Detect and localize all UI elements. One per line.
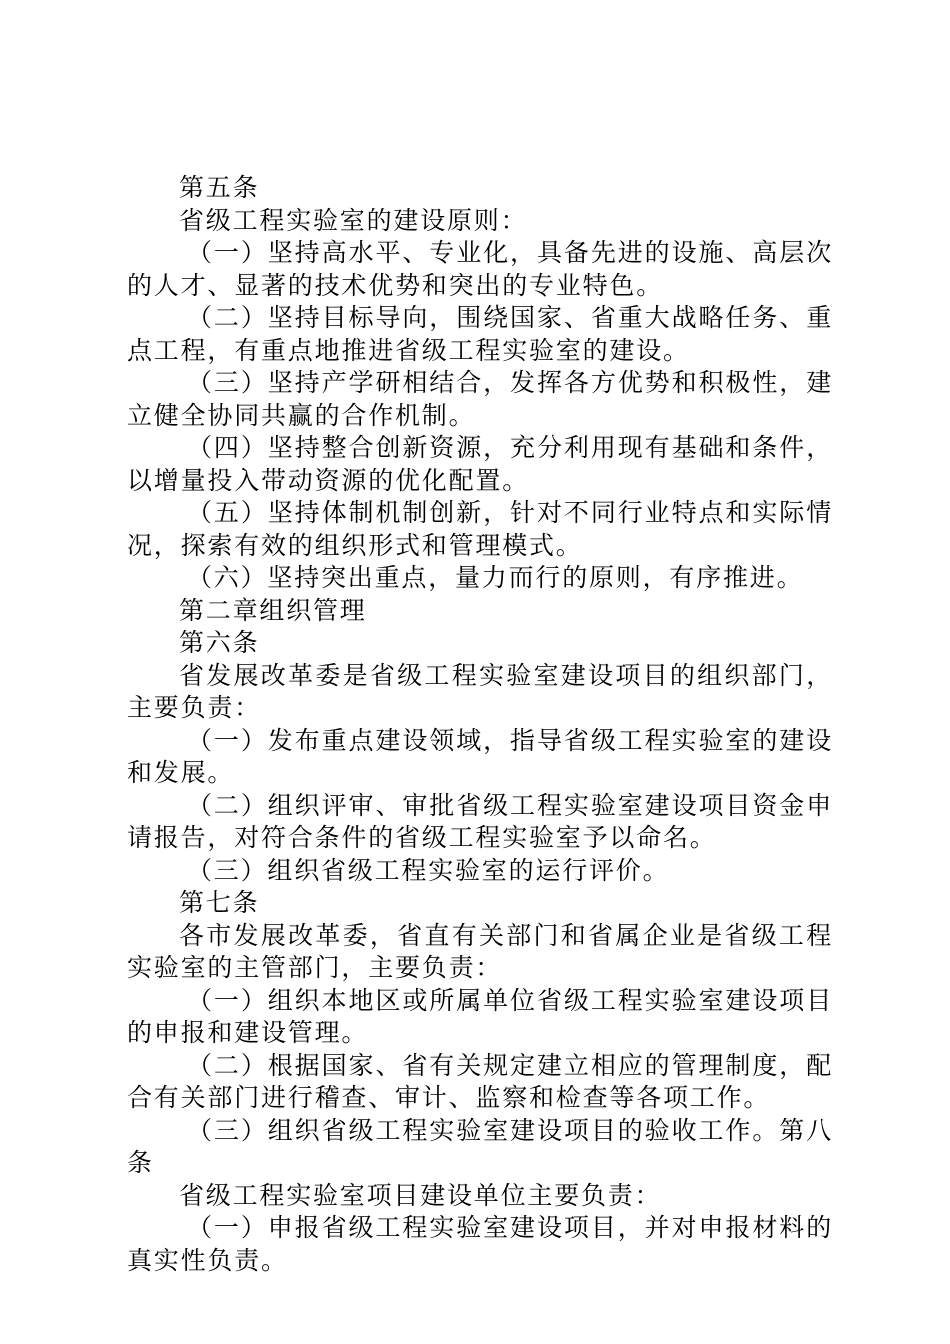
paragraph: 各市发展改革委，省直有关部门和省属企业是省级工程实验室的主管部门，主要负责：: [127, 920, 833, 982]
document-body: [127, 172, 833, 1277]
list-item: （六）坚持突出重点，量力而行的原则，有序推进。: [187, 563, 804, 592]
list-item: （二）根据国家、省有关规定建立相应的管理制度，配合有关部门进行稽查、审计、监察和检查等各项工作。: [127, 1050, 833, 1112]
list-item: （三）组织省级工程实验室建设项目的验收工作。第八条: [127, 1115, 833, 1177]
article-heading: 第七条: [179, 888, 260, 917]
list-item: （一）组织本地区或所属单位省级工程实验室建设项目的申报和建设管理。: [127, 985, 833, 1047]
list-item: （一）申报省级工程实验室建设项目，并对申报材料的真实性负责。: [127, 1213, 833, 1275]
list-item: （二）组织评审、审批省级工程实验室建设项目资金申请报告，对符合条件的省级工程实验室予以命名。: [127, 790, 833, 852]
list-item: （四）坚持整合创新资源，充分利用现有基础和条件，以增量投入带动资源的优化配置。: [127, 433, 833, 495]
article-heading: 第五条: [179, 173, 260, 202]
chapter-heading: 第二章组织管理: [179, 595, 367, 625]
article-heading: 第六条: [179, 628, 260, 657]
paragraph: 省级工程实验室项目建设单位主要负责：: [179, 1180, 662, 1210]
list-item: （三）组织省级工程实验室的运行评价。: [187, 855, 670, 885]
list-item: （五）坚持体制机制创新，针对不同行业特点和实际情况，探索有效的组织形式和管理模式。: [127, 498, 833, 560]
paragraph: 省级工程实验室的建设原则：: [179, 205, 528, 235]
paragraph: 省发展改革委是省级工程实验室建设项目的组织部门，主要负责：: [127, 660, 833, 722]
list-item: （一）坚持高水平、专业化，具备先进的设施、高层次的人才、显著的技术优势和突出的专业特色。: [127, 238, 833, 300]
list-item: （一）发布重点建设领域，指导省级工程实验室的建设和发展。: [127, 725, 833, 787]
list-item: （三）坚持产学研相结合，发挥各方优势和积极性，建立健全协同共赢的合作机制。: [127, 368, 833, 430]
list-item: （二）坚持目标导向，围绕国家、省重大战略任务、重点工程，有重点地推进省级工程实验室的建设。: [127, 303, 833, 365]
